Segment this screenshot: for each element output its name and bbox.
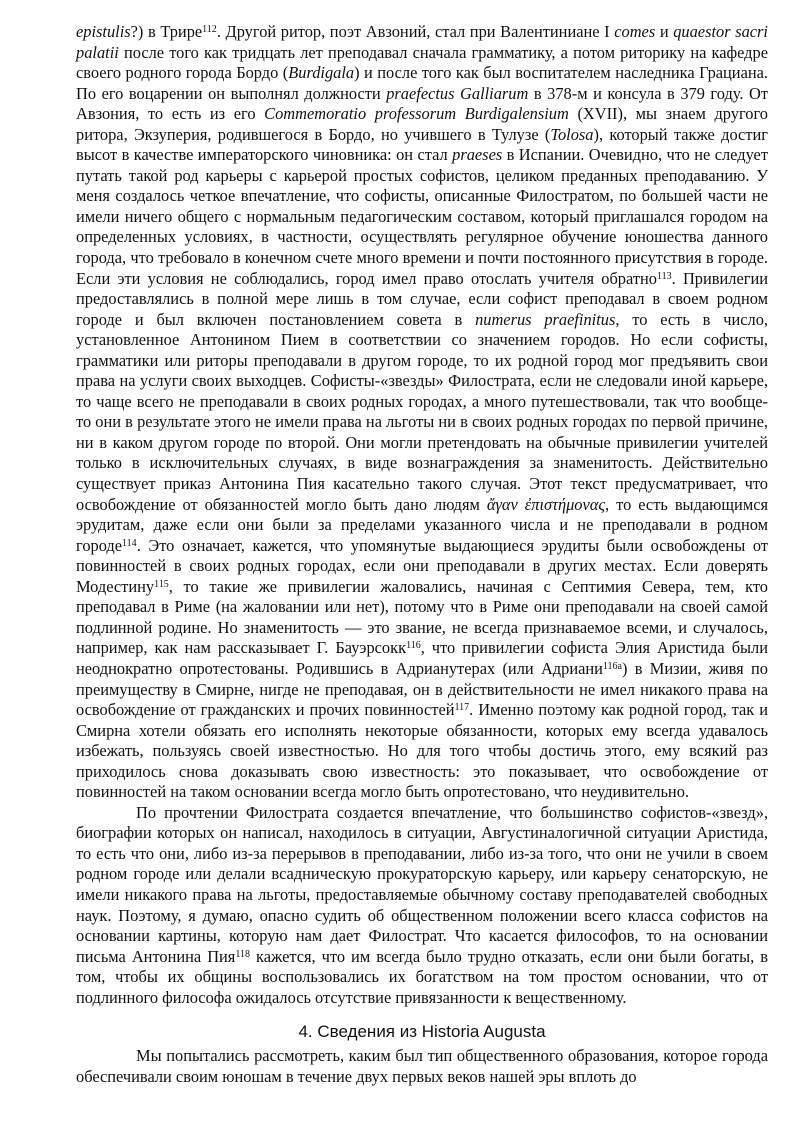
footnote-ref-112[interactable]: 112 — [202, 24, 217, 35]
document-page — [76, 22, 768, 1087]
section-heading: 4. Сведения из Historia Augusta — [298, 1022, 546, 1042]
footnote-ref-117[interactable]: 117 — [454, 702, 470, 714]
paragraph-1: epistulis?) в Трире$^{112}$. Другой ритор, поэт Авзоний, стал при Валентиниане I comes и quaestor sacri palatii после того как тридцать лет преподавал сначала грамматику, а потом риторику на кафедре своего родного города Бордо (Burdigala) и после того как был воспитателем наследника Грациана. По его воцарении он выполнял должности praefectus Galliarum в 378-м и консула в 379 году. От Авзония, то есть из его Commemoratio professorum Burdigalensium (XVII), мы знаем другого ритора, Экзуперия, родившегося в Бордо, но учившего в Тулузе (Tolosa), который также достиг высот в качестве императорского чиновника: он стал praeses в Испании. Очевидно, что не следует путать такой род карьеры с карьерой простых софистов, целиком преданных преподаванию. У меня создалось четкое впечатление, что софисты, описанные Филостратом, по большей части не имели ничего общего с нормальным педагогическим составом, который приглашался городом на определенных условиях, в частности, осуществлять регулярное обучение юношества данного города, что требовало в конечном счете много времени и почти постоянного присутствия в городе. Если эти условия не соблюдались, город имел право отослать учителя обратно$^{113}$. Привилегии предоставлялись в полной мере лишь в том случае, если софист преподавал в своем родном городе и был включен постановлением совета в numerus praefinitus, то есть в число, установленное Антонином Пием в соответствии со значением городов. Но если софисты, грамматики или риторы преподавали в другом городе, то их родной город мог предъявить свои права на услуги своих выходцев. Софисты-«звезды» Филострата, если не следовали иной карьере, то чаще всего не преподавали в своих родных городах, а много путешествовали, так что вообще-то они в результате этого не имели права на льготы ни в своих родных городах по первой причине, ни в каком другом городе по второй. Они могли претендовать на обычные привилегии учителей только в исключительных случаях, в виде вознаграждения за знаменитость. Действительно существует приказ Антонина Пия касательно такого случая. Этот текст предусматривает, что освобождение от обязанностей могло быть дано людям ἄγαν ἐπιστήμονας, то есть выдающимся эрудитам, даже если они были за пределами указанного числа и не преподавали в родном городе$^{114}$. Это означает, кажется, что упомянутые выдающиеся эрудиты были освобождены от повинностей в своих родных городах, если они преподавали в других местах. Если доверять Модестину$^{115}$, то такие же привилегии жаловались, начиная с Септимия Севера, тем, кто преподавал в Риме (на жаловании или нет), потому что в Риме они преподавали на своей самой подлинной родине. Но знаменитость — это звание, не всегда признаваемое всеми, и случалось, например, как нам рассказывает Г. Бауэрсокк$^{116}$, что привилегии софиста Элия Аристида были неоднократно опротестованы. Родившись в Адрианутерах (или Адриани$^{116а}$) в Мизии, живя по преимуществу в Смирне, нигде не преподавая, он в действительности не имел никакого права на освобождение от гражданских и прочих повинностей$^{117}$. Именно поэтому как родной город, так и Смирна хотели обязать его исполнять некоторые обязанности, которых ему всегда удавалось избежать, пользуясь своей известностью. Но для того чтобы достичь этого, ему всякий раз приходилось снова доказывать свою известность: это показывает, что освобождение от повинностей на таком основании всегда могло быть опротестовано, что неудивительно. — [76, 22, 769, 802]
paragraph-2: По прочтении Филострата создается впечатление, что большинство софистов-«звезд», биографии которых он написал, находилось в ситуации, Августиналогичной ситуации Аристида, то есть что они, либо из-за перерывов в преподавании, либо из-за того, что они не учили в своем родном городе или делали всадническую прокураторскую карьеру, или карьеру сенаторскую, не имели никакого права на льготы, предоставляемые обычному составу преподавателей свободных наук. Поэтому, я думаю, опасно судить об общественном положении всего класса софистов на основании картины, которую нам дает Филострат. Что касается философов, то на основании письма Антонина Пия$^{118}$ кажется, что им всегда было трудно отказать, если они были богаты, в том, чтобы их общины воспользовались их богатством на том простом основании, что от подлинного философа ожидалось отсутствие привязанности к вещественному. — [76, 802, 769, 1007]
footnote-ref-116a[interactable]: 116а — [602, 660, 622, 672]
footnote-ref-115[interactable]: 115 — [154, 578, 169, 590]
paragraph-3: Мы попытались рассмотреть, каким был тип общественного образования, которое города обеспечивали своим юношам в течение двух первых веков нашей эры вплоть до — [76, 1046, 768, 1086]
greek-phrase: ἄγαν ἐπιστήμονας — [486, 494, 606, 514]
footnote-ref-113[interactable]: 113 — [657, 270, 672, 282]
footnote-ref-114[interactable]: 114 — [122, 537, 137, 549]
footnote-ref-116[interactable]: 116 — [406, 640, 421, 652]
footnote-ref-118[interactable]: 118 — [235, 948, 250, 960]
